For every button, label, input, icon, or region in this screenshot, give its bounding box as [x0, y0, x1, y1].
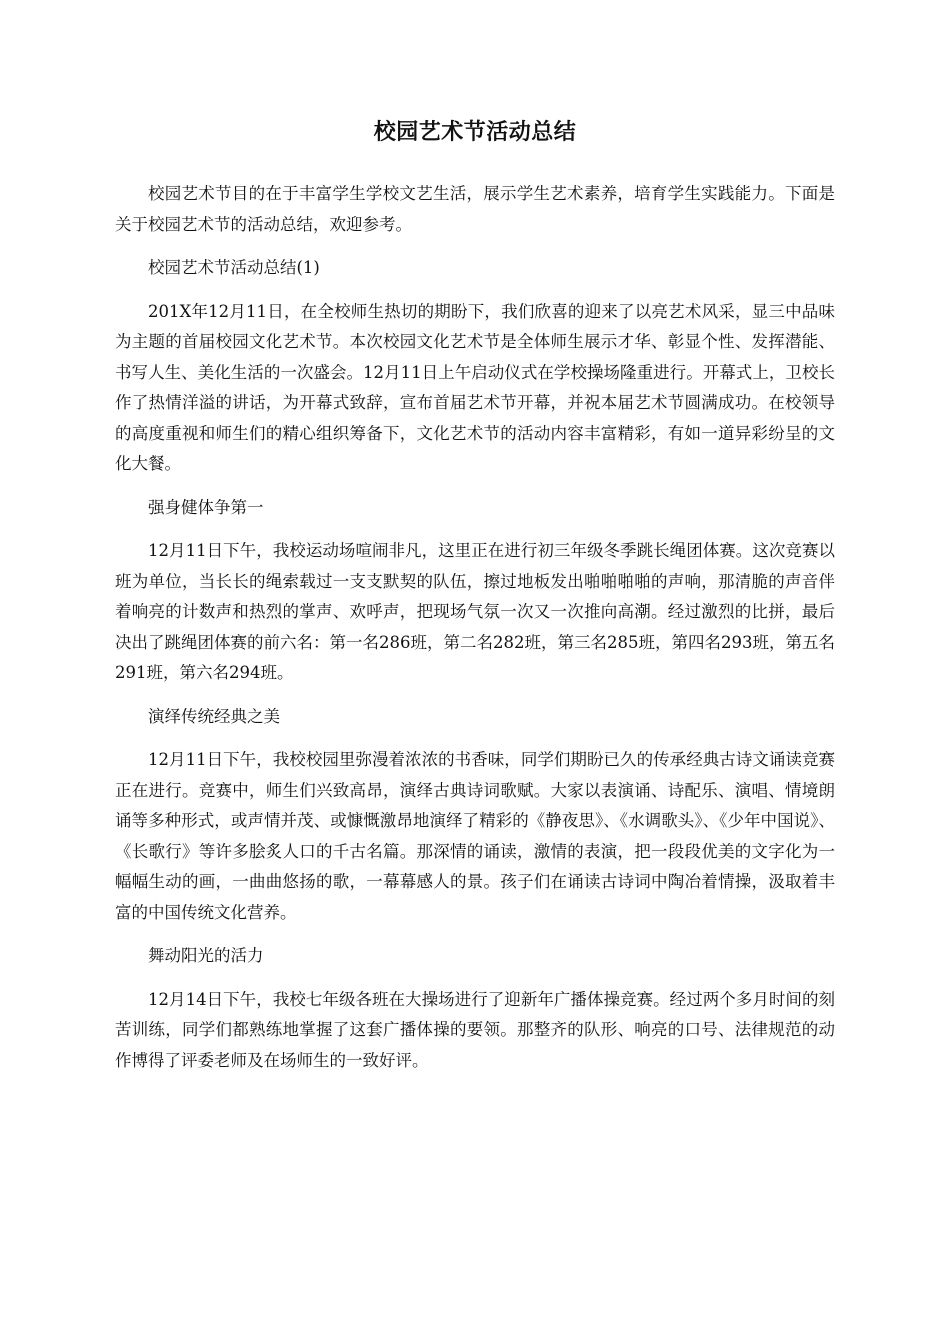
section-heading: 强身健体争第一 [148, 497, 264, 517]
intro-paragraph: 校园艺术节目的在于丰富学生学校文艺生活，展示学生艺术素养，培育学生实践能力。下面是关于校园艺术节的活动总结，欢迎参考。 [115, 184, 835, 234]
section-heading: 校园艺术节活动总结(1) [148, 258, 320, 277]
section-heading: 舞动阳光的活力 [148, 946, 264, 965]
document-body [115, 179, 835, 1089]
document-title: 校园艺术节活动总结 [373, 119, 577, 145]
rope-skipping-paragraph: 12月11日下午，我校运动场喧闹非凡，这里正在进行初三年级冬季跳长绳团体赛。这次竞赛以班为单位，当长长的绳索载过一支支默契的队伍，擦过地板发出啪啪啪啪的声响，那清脆的声音伴着响亮的计数声和热烈的掌声、欢呼声，把现场气氛一次又一次推向高潮。经过激烈的比拼，最后决出了跳绳团体赛的前六名：第一名286班，第二名282班，第三名285班，第四名293班，第五名291班，第六名294班。 [115, 541, 835, 682]
section-heading: 演绎传统经典之美 [148, 706, 280, 726]
poetry-recital-paragraph: 12月11日下午，我校校园里弥漫着浓浓的书香味，同学们期盼已久的传承经典古诗文诵读竞赛正在进行。竞赛中，师生们兴致高昂，演绎古典诗词歌赋。大家以表演诵、诗配乐、演唱、情境朗诵等多种形式，或声情并茂、或慷慨激昂地演绎了精彩的《静夜思》、《水调歌头》、《少年中国说》、《长歌行》等许多脍炙人口的千古名篇。那深情的诵读，激情的表演，把一段段优美的文字化为一幅幅生动的画，一曲曲悠扬的歌，一幕幕感人的景。孩子们在诵读古诗词中陶冶着情操，汲取着丰富的中国传统文化营养。 [115, 750, 835, 922]
broadcast-exercise-paragraph: 12月14日下午，我校七年级各班在大操场进行了迎新年广播体操竞赛。经过两个多月时间的刻苦训练，同学们都熟练地掌握了这套广播体操的要领。那整齐的队形、响亮的口号、法律规范的动作博得了评委老师及在场师生的一致好评。 [115, 989, 835, 1070]
opening-ceremony-paragraph: 201X年12月11日，在全校师生热切的期盼下，我们欣喜的迎来了以亮艺术风采，显三中品味为主题的首届校园文化艺术节。本次校园文化艺术节是全体师生展示才华、彰显个性、发挥潜能、书写人生、美化生活的一次盛会。12月11日上午启动仪式在学校操场隆重进行。开幕式上，卫校长作了热情洋溢的讲话，为开幕式致辞，宣布首届艺术节开幕，并祝本届艺术节圆满成功。在校领导的高度重视和师生们的精心组织筹备下，文化艺术节的活动内容丰富精彩，有如一道异彩纷呈的文化大餐。 [115, 301, 835, 473]
